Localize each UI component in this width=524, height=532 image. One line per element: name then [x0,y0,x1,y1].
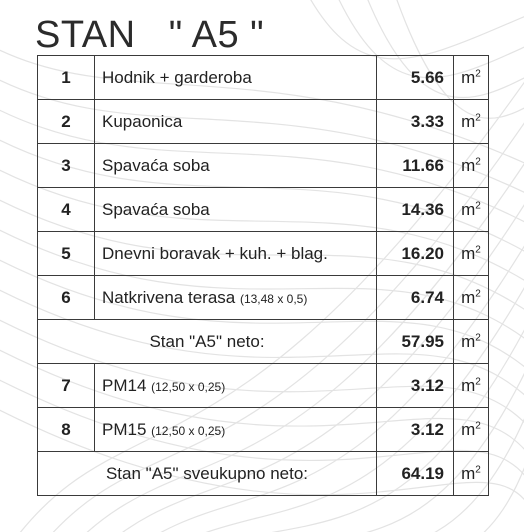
unit-exponent: 2 [475,331,481,343]
unit-cell [454,144,489,188]
room-number: 2 [38,100,95,144]
parking-name: PM14 [102,375,152,395]
page-title: STAN " A5 " [35,14,265,56]
unit-cell [454,364,489,408]
room-name: Kupaonica [102,111,183,131]
unit-exponent: 2 [475,375,481,387]
room-number: 4 [38,188,95,232]
unit-label: m [461,287,476,307]
room-name: Hodnik + garderoba [102,67,252,87]
room-area: 14.36 [377,188,454,232]
parking-name-cell [95,364,377,408]
subtotal-label: Stan "A5" neto: [38,320,377,364]
total-row [38,452,489,496]
table-row [38,144,489,188]
room-dimensions: (13,48 x 0,5) [239,291,308,306]
parking-area: 3.12 [377,364,454,408]
unit-label: m [461,419,476,439]
parking-name: PM15 [102,419,152,439]
total-label: Stan "A5" sveukupno neto: [38,452,377,496]
room-number: 5 [38,232,95,276]
room-name-cell [95,56,377,100]
unit-exponent: 2 [475,67,481,79]
table-row [38,276,489,320]
unit-cell [454,188,489,232]
table-row [38,188,489,232]
room-area: 11.66 [377,144,454,188]
room-number: 3 [38,144,95,188]
unit-cell [454,56,489,100]
unit-label: m [461,155,476,175]
unit-exponent: 2 [475,111,481,123]
unit-cell [454,100,489,144]
unit-label: m [461,375,476,395]
unit-label: m [461,331,476,351]
room-area: 3.33 [377,100,454,144]
parking-dimensions: (12,50 x 0,25) [151,379,226,394]
room-area: 16.20 [377,232,454,276]
table-row [38,364,489,408]
parking-number: 7 [38,364,95,408]
unit-label: m [461,243,476,263]
unit-exponent: 2 [475,243,481,255]
room-area: 6.74 [377,276,454,320]
unit-cell [454,408,489,452]
room-name-cell [95,188,377,232]
unit-exponent: 2 [475,419,481,431]
unit-exponent: 2 [475,155,481,167]
unit-label: m [461,111,476,131]
parking-number: 8 [38,408,95,452]
unit-cell [454,232,489,276]
unit-label: m [461,199,476,219]
table-row [38,408,489,452]
parking-area: 3.12 [377,408,454,452]
table-row [38,56,489,100]
room-number: 6 [38,276,95,320]
room-name-cell [95,100,377,144]
room-name-cell [95,232,377,276]
room-name: Spavaća soba [102,155,210,175]
room-name: Dnevni boravak + kuh. + blag. [102,243,328,263]
subtotal-value: 57.95 [377,320,454,364]
room-area-table [37,55,489,496]
unit-cell [454,452,489,496]
room-name-cell [95,276,377,320]
unit-cell [454,276,489,320]
room-name: Spavaća soba [102,199,210,219]
total-value: 64.19 [377,452,454,496]
unit-label: m [461,67,476,87]
unit-label: m [461,463,476,483]
table-row [38,100,489,144]
parking-name-cell [95,408,377,452]
unit-cell [454,320,489,364]
room-name: Natkrivena terasa [102,287,240,307]
unit-exponent: 2 [475,287,481,299]
table-row [38,232,489,276]
unit-exponent: 2 [475,463,481,475]
room-number: 1 [38,56,95,100]
subtotal-row [38,320,489,364]
parking-dimensions: (12,50 x 0,25) [151,423,226,438]
room-name-cell [95,144,377,188]
unit-exponent: 2 [475,199,481,211]
room-area: 5.66 [377,56,454,100]
